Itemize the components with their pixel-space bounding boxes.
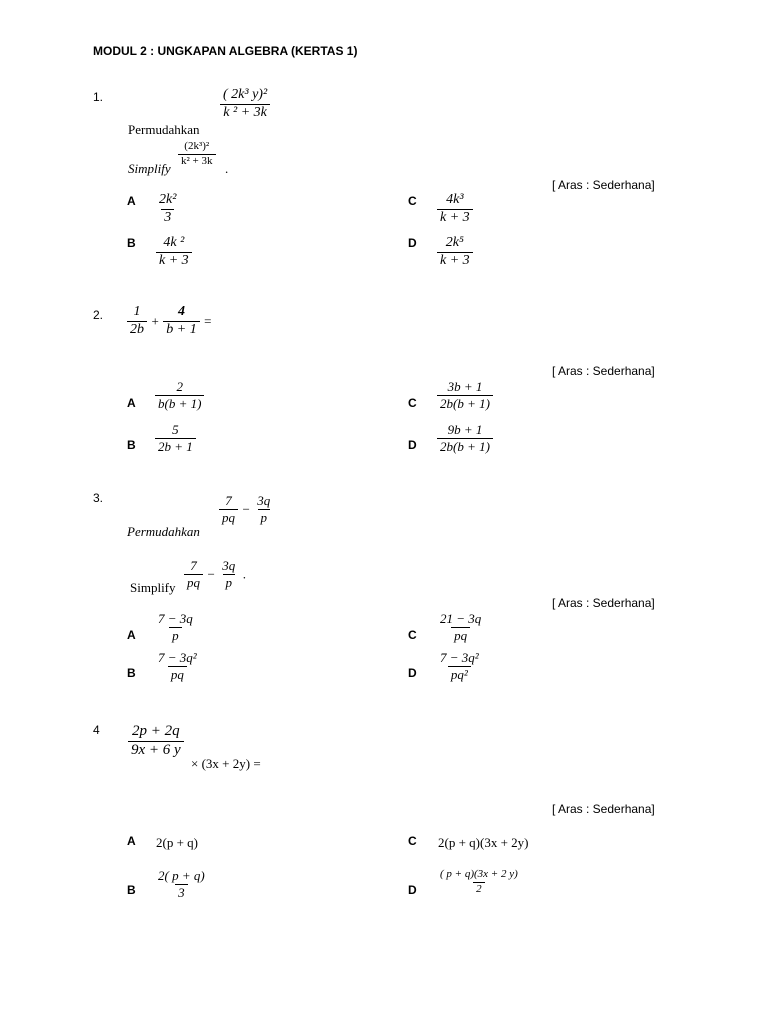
question-expression-repeat: $\frac{7}{pq}$ − $\frac{3q}{p}$ .	[184, 559, 246, 589]
option-label-b: B	[127, 666, 136, 680]
option-c[interactable]: 2(p + q)(3x + 2y)	[438, 835, 529, 850]
page-title: MODUL 2 : UNGKAPAN ALGEBRA (KERTAS 1)	[93, 44, 358, 58]
option-label-d: D	[408, 438, 417, 452]
question-expression: $\frac{2p + 2q}{9x + 6 y}$	[128, 724, 184, 759]
option-label-b: B	[127, 236, 136, 250]
option-label-a: A	[127, 396, 136, 410]
option-label-d: D	[408, 666, 417, 680]
instruction-english: Simplify	[128, 161, 171, 176]
option-d[interactable]: $\frac{9b + 1}{2b(b + 1)}$	[437, 423, 493, 453]
option-c[interactable]: $\frac{3b + 1}{2b(b + 1)}$	[437, 380, 493, 410]
option-b[interactable]: $\frac{\text{4k ²}}{k + 3}$	[156, 236, 192, 268]
question-expression-small	[178, 141, 216, 167]
question-number: 3.	[93, 491, 104, 505]
option-c[interactable]: $\frac{21 - 3q}{pq}$	[440, 611, 482, 643]
option-label-a: A	[127, 834, 136, 848]
option-label-a: A	[127, 194, 136, 208]
option-a[interactable]: $\frac{\text{2k²}}{3}$	[159, 192, 177, 225]
option-label-d: D	[408, 236, 417, 250]
period: .	[225, 161, 229, 176]
instruction-malay: Permudahkan	[128, 122, 200, 137]
instruction-malay: Permudahkan	[127, 524, 200, 539]
option-d[interactable]: $\frac{\text{7 − 3q²}}{\text{pq²}}$	[440, 650, 479, 682]
option-a[interactable]: $\frac{7 - 3q}{p}$	[158, 611, 193, 643]
level-tag: [ Aras : Sederhana]	[552, 596, 655, 610]
option-label-b: B	[127, 883, 136, 897]
level-tag: [ Aras : Sederhana]	[552, 802, 655, 816]
option-label-c: C	[408, 194, 417, 208]
option-a[interactable]: $\frac{2}{b(b + 1)}$	[155, 380, 204, 410]
question-number: 1.	[93, 90, 104, 104]
option-label-a: A	[127, 628, 136, 642]
level-tag: [ Aras : Sederhana]	[552, 178, 655, 192]
question-expression: $\frac{7}{pq}$ − $\frac{3q}{p}$	[219, 494, 273, 524]
instruction-english: Simplify	[130, 580, 176, 595]
option-a[interactable]: 2(p + q)	[156, 835, 198, 850]
option-b[interactable]: $\frac{2( p + q)}{3}$	[158, 868, 205, 900]
option-label-c: C	[408, 628, 417, 642]
expression-tail: × (3x + 2y) =	[191, 756, 261, 771]
option-d[interactable]: $\frac{\text{2k⁵}}{k + 3}$	[437, 236, 473, 268]
level-tag: [ Aras : Sederhana]	[552, 364, 655, 378]
option-label-b: B	[127, 438, 136, 452]
option-c[interactable]: $\frac{\text{4k³}}{k + 3}$	[437, 193, 473, 225]
option-b[interactable]: $\frac{5}{2b + 1}$	[155, 423, 196, 453]
option-d[interactable]: $\frac{( p + q)(3x + 2 y)}{2}$	[440, 868, 518, 895]
fraction: $\frac{\text{(2k³)²}}{\text{k² + 3k}}$	[178, 141, 216, 167]
question-number: 4	[93, 723, 100, 737]
fraction: $\frac{\text{( 2k³ y)²}}{\text{k ² + 3k}}$	[220, 88, 270, 120]
question-number: 2.	[93, 308, 104, 322]
option-label-d: D	[408, 883, 417, 897]
option-label-c: C	[408, 834, 417, 848]
question-expression	[220, 88, 270, 120]
question-expression: $\frac{1}{2b}$ + $\frac{4}{b + 1}$ =	[127, 305, 212, 337]
option-label-c: C	[408, 396, 417, 410]
option-b[interactable]: $\frac{\text{7 − 3q²}}{pq}$	[158, 650, 197, 682]
